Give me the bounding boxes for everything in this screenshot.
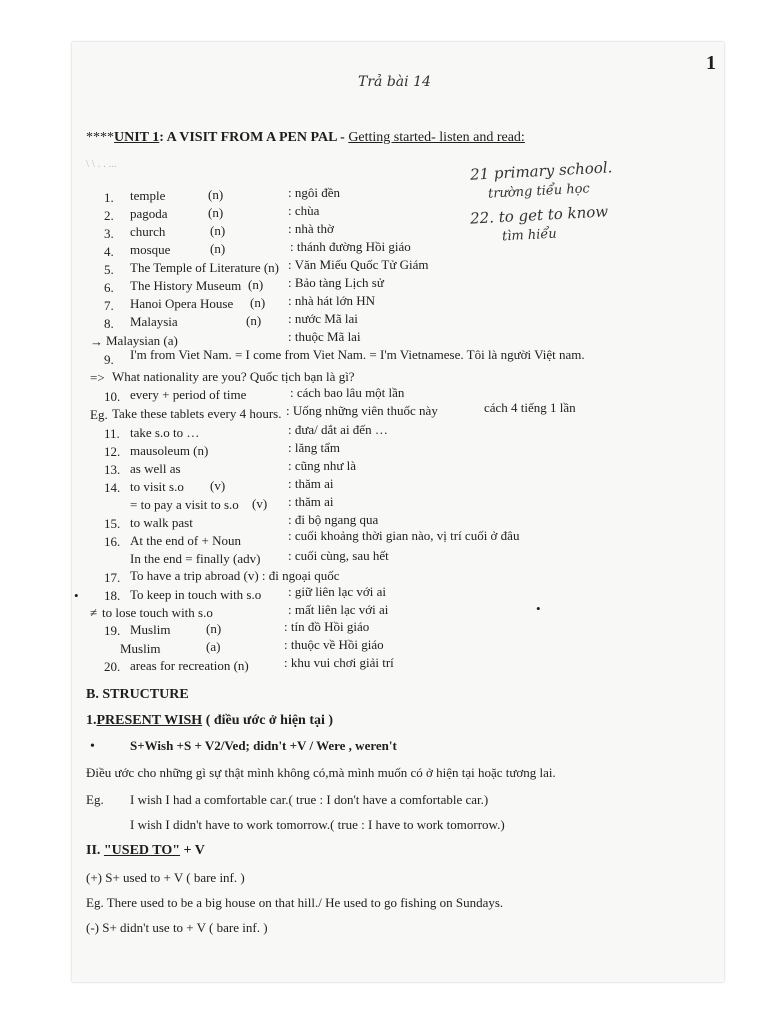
vocab-pos: (n) bbox=[246, 313, 262, 328]
wish-example-1: I wish I had a comfortable car.( true : I don't have a comfortable car.) bbox=[130, 792, 489, 807]
present-wish-number: 1. bbox=[86, 713, 97, 728]
vocab-meaning: : Bảo tàng Lịch sử bbox=[288, 275, 384, 290]
used-to-title: "USED TO" bbox=[103, 843, 181, 858]
faint-marker: \ \ . . ... bbox=[86, 158, 117, 170]
vocab-meaning: : ngôi đền bbox=[288, 185, 340, 200]
unit-label: UNIT 1 bbox=[114, 130, 160, 145]
used-to-positive: (+) S+ used to + V ( bare inf. ) bbox=[86, 870, 245, 885]
vocab-term: temple bbox=[130, 188, 166, 203]
vocab-meaning: : Văn Miếu Quốc Tử Giám bbox=[288, 257, 429, 272]
handwritten-title: Trả bài 14 bbox=[358, 74, 431, 90]
vocab-num: 10. bbox=[104, 389, 121, 404]
vocab-term: pagoda bbox=[130, 206, 168, 221]
vocab-term: The Temple of Literature (n) bbox=[130, 260, 280, 275]
present-wish-title: PRESENT WISH bbox=[96, 713, 203, 728]
vocab-pos: (n) bbox=[208, 205, 224, 220]
vocab-term: = to pay a visit to s.o bbox=[130, 497, 239, 512]
vocab-num: 11. bbox=[104, 426, 120, 441]
vocab-term: Malaysian (a) bbox=[106, 333, 178, 348]
vocab-meaning: : nhà thờ bbox=[288, 221, 334, 236]
vocab-neq: ≠ bbox=[90, 605, 98, 620]
vocab-sentence: What nationality are you? Quốc tịch bạn là gì? bbox=[112, 369, 355, 384]
vocab-term: to walk past bbox=[130, 515, 193, 530]
vocab-term: take s.o to … bbox=[130, 425, 200, 440]
vocab-num: 13. bbox=[104, 462, 121, 477]
vocab-term: Malaysia bbox=[130, 314, 178, 329]
vocab-num: 9. bbox=[104, 352, 114, 367]
vocab-pos: (n) bbox=[210, 241, 226, 256]
unit-section: Getting started- listen and read: bbox=[348, 130, 525, 145]
handwritten-note-3: 22. to get to know bbox=[469, 202, 609, 228]
vocab-pos: (v) bbox=[210, 478, 226, 493]
present-wish-heading bbox=[86, 713, 333, 729]
wish-formula: S+Wish +S + V2/Ved; didn't +V / Were , weren't bbox=[130, 738, 397, 753]
page-number: 1 bbox=[706, 52, 716, 74]
vocab-num: 14. bbox=[104, 480, 121, 495]
vocab-term: to lose touch with s.o bbox=[102, 605, 213, 620]
vocab-term: every + period of time bbox=[130, 387, 247, 402]
handwritten-note-1: 21 primary school. bbox=[469, 158, 613, 184]
used-to-negative: (-) S+ didn't use to + V ( bare inf. ) bbox=[86, 920, 268, 935]
vocab-num: 6. bbox=[104, 280, 114, 295]
vocab-sentence: To have a trip abroad (v) : đi ngoại quốc bbox=[130, 568, 340, 583]
vocab-term: Muslim bbox=[130, 622, 171, 637]
vocab-num: 2. bbox=[104, 208, 114, 223]
unit-prefix: **** bbox=[86, 130, 114, 145]
vocab-term: mausoleum (n) bbox=[130, 443, 209, 458]
used-to-number: II. bbox=[86, 843, 104, 858]
vocab-term: The History Museum bbox=[130, 278, 242, 293]
wish-eg-label: Eg. bbox=[86, 792, 104, 807]
vocab-meaning: : thuộc về Hồi giáo bbox=[284, 637, 384, 652]
used-to-heading bbox=[86, 843, 205, 859]
vocab-meaning: : cách bao lâu một lần bbox=[290, 385, 405, 400]
vocab-meaning: : lăng tẩm bbox=[288, 440, 340, 455]
vocab-meaning: : Uống những viên thuốc này bbox=[286, 403, 438, 418]
vocab-pos: (n) bbox=[208, 187, 224, 202]
vocab-extra: cách 4 tiếng 1 lần bbox=[484, 400, 576, 415]
vocab-pos: (n) bbox=[210, 223, 226, 238]
handwritten-note-4: tìm hiểu bbox=[501, 226, 558, 245]
vocab-meaning: : đi bộ ngang qua bbox=[288, 512, 379, 527]
vocab-arrow: => bbox=[90, 370, 105, 385]
vocab-meaning: : đưa/ dắt ai đến … bbox=[288, 422, 388, 437]
vocab-meaning: : cũng như là bbox=[288, 458, 357, 473]
structure-heading: B. STRUCTURE bbox=[86, 687, 189, 702]
vocab-meaning: : thánh đường Hồi giáo bbox=[290, 239, 411, 254]
vocab-num: 17. bbox=[104, 570, 121, 585]
present-wish-subtitle: ( điều ước ở hiện tại ) bbox=[202, 713, 334, 728]
handwritten-note-2: trường tiểu học bbox=[487, 181, 591, 202]
vocab-pos: (a) bbox=[206, 639, 221, 654]
vocab-num: 7. bbox=[104, 298, 114, 313]
vocab-arrow: → bbox=[90, 334, 103, 349]
vocab-num: 16. bbox=[104, 534, 121, 549]
vocab-term: Muslim bbox=[120, 641, 161, 656]
vocab-pos: (n) bbox=[206, 621, 222, 636]
vocab-term: Take these tablets every 4 hours. bbox=[112, 406, 282, 421]
vocab-num: 19. bbox=[104, 623, 121, 638]
vocab-pos: (v) bbox=[252, 496, 268, 511]
vocab-term: To keep in touch with s.o bbox=[130, 587, 262, 602]
vocab-meaning: : chùa bbox=[288, 203, 320, 218]
vocab-num: 18. bbox=[104, 588, 121, 603]
wish-explanation: Điều ước cho những gì sự thật mình không có,mà mình muốn có ở hiện tại hoặc tương lai. bbox=[86, 765, 556, 780]
vocab-num: 20. bbox=[104, 659, 121, 674]
vocab-num: 15. bbox=[104, 516, 121, 531]
vocab-term: In the end = finally (adv) bbox=[130, 551, 261, 566]
vocab-num: 4. bbox=[104, 244, 114, 259]
vocab-term: Hanoi Opera House bbox=[130, 296, 234, 311]
vocab-num: 8. bbox=[104, 316, 114, 331]
wish-example-2: I wish I didn't have to work tomorrow.( true : I have to work tomorrow.) bbox=[130, 817, 505, 832]
vocab-meaning: : nước Mã lai bbox=[288, 311, 358, 326]
vocab-pos: (n) bbox=[248, 277, 264, 292]
vocab-meaning: : nhà hát lớn HN bbox=[288, 293, 376, 308]
vocab-sentence: I'm from Viet Nam. = I come from Viet Nam. = I'm Vietnamese. Tôi là người Việt nam. bbox=[130, 347, 585, 362]
vocab-term: to visit s.o bbox=[130, 479, 184, 494]
vocab-term: At the end of + Noun bbox=[130, 533, 241, 548]
used-to-eg: Eg. There used to be a big house on that hill./ He used to go fishing on Sundays. bbox=[86, 895, 504, 910]
vocab-meaning: : mất liên lạc với ai bbox=[288, 602, 389, 617]
used-to-rest: + V bbox=[180, 843, 205, 858]
unit-title: : A VISIT FROM A PEN PAL - bbox=[159, 130, 349, 145]
vocab-meaning: : thăm ai bbox=[288, 494, 334, 509]
vocab-term: church bbox=[130, 224, 166, 239]
vocab-meaning: : tín đồ Hồi giáo bbox=[284, 619, 370, 634]
vocab-meaning: : khu vui chơi giải trí bbox=[284, 655, 394, 670]
vocab-term: mosque bbox=[130, 242, 171, 257]
vocab-num: 12. bbox=[104, 444, 121, 459]
vocab-num: 1. bbox=[104, 190, 114, 205]
formula-bullet: • bbox=[90, 739, 95, 754]
stray-dot: • bbox=[536, 601, 541, 616]
vocab-meaning: : giữ liên lạc với ai bbox=[288, 584, 387, 599]
vocab-meaning: : cuối khoảng thời gian nào, vị trí cuối ở đâu bbox=[288, 528, 520, 543]
unit-header bbox=[86, 130, 525, 146]
stray-dot: • bbox=[74, 588, 79, 603]
vocab-term: areas for recreation (n) bbox=[130, 658, 249, 673]
document-page bbox=[72, 42, 724, 982]
vocab-meaning: : cuối cùng, sau hết bbox=[288, 548, 389, 563]
vocab-pos: (n) bbox=[250, 295, 266, 310]
vocab-meaning: : thăm ai bbox=[288, 476, 334, 491]
vocab-num: 3. bbox=[104, 226, 114, 241]
vocab-meaning: : thuộc Mã lai bbox=[288, 329, 361, 344]
vocab-eg-label: Eg. bbox=[90, 407, 108, 422]
vocab-num: 5. bbox=[104, 262, 114, 277]
vocab-term: as well as bbox=[130, 461, 181, 476]
